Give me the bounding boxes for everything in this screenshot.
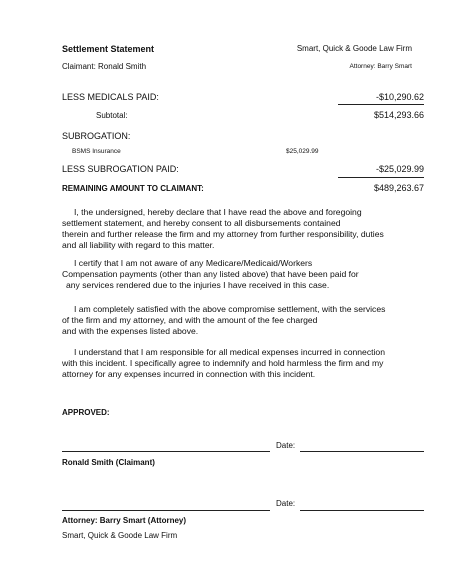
subtotal-value: $514,293.66	[373, 110, 424, 120]
document-title: Settlement Statement	[62, 44, 155, 54]
paragraph-line: and all liability with regard to this matter.	[62, 240, 215, 250]
paragraph-line: I am completely satisfied with the above compromise settlement, with the services	[74, 304, 386, 314]
paragraph-line: attorney for any expenses incurred in connection with this incident.	[62, 369, 316, 379]
less-subrogation-label: LESS SUBROGATION PAID:	[62, 164, 179, 174]
paragraph-line: I understand that I am responsible for all medical expenses incurred in connection	[74, 347, 385, 357]
bsms-label: BSMS Insurance	[72, 148, 121, 155]
attorney-date-line[interactable]	[300, 510, 424, 511]
attorney-signature-line[interactable]	[62, 510, 270, 511]
subrogation-underline	[338, 177, 424, 178]
responsibility-paragraph	[62, 347, 422, 380]
paragraph-line: therein and further release the firm and my attorney from further responsibility, duties	[62, 229, 384, 239]
paragraph-line: and with the expenses listed above.	[62, 326, 199, 336]
paragraph-line: any services rendered due to the injuries I have received in this case.	[66, 280, 330, 290]
firm-signature-name: Smart, Quick & Goode Law Firm	[62, 531, 178, 540]
remaining-value: $489,263.67	[373, 183, 424, 193]
medicare-certification-paragraph	[62, 258, 422, 291]
subrogation-label: SUBROGATION:	[62, 131, 131, 141]
paragraph-line: I, the undersigned, hereby declare that I have read the above and foregoing	[74, 207, 362, 217]
firm-name: Smart, Quick & Goode Law Firm	[296, 44, 412, 53]
medicals-underline	[338, 104, 424, 105]
subtotal-label: Subtotal:	[96, 111, 128, 120]
attorney-line: Attorney: Barry Smart	[349, 63, 412, 70]
claimant-date-line[interactable]	[300, 451, 424, 452]
less-subrogation-value: -$25,029.99	[375, 164, 424, 174]
paragraph-line: I certify that I am not aware of any Medicare/Medicaid/Workers	[74, 258, 313, 268]
claimant-line: Claimant: Ronald Smith	[62, 62, 147, 71]
less-medicals-value: -$10,290.62	[375, 92, 424, 102]
declaration-paragraph	[62, 207, 422, 251]
claimant-signature-line[interactable]	[62, 451, 270, 452]
date-label-claimant: Date:	[276, 441, 296, 450]
claimant-signature-name: Ronald Smith (Claimant)	[62, 458, 155, 467]
remaining-label: REMAINING AMOUNT TO CLAIMANT:	[62, 184, 204, 193]
approved-heading: APPROVED:	[62, 408, 110, 417]
paragraph-line: Compensation payments (other than any listed above) that have been paid for	[62, 269, 359, 279]
attorney-signature-name: Attorney: Barry Smart (Attorney)	[62, 516, 187, 525]
less-medicals-label: LESS MEDICALS PAID:	[62, 92, 159, 102]
paragraph-line: settlement statement, and hereby consent to all disbursements contained	[62, 218, 341, 228]
date-label-attorney: Date:	[276, 499, 296, 508]
satisfaction-paragraph	[62, 304, 422, 337]
bsms-value: $25,029.99	[286, 148, 319, 155]
paragraph-line: of the firm and my attorney, and with the amount of the fee charged	[62, 315, 318, 325]
paragraph-line: with this incident. I specifically agree to indemnify and hold harmless the firm and my	[62, 358, 384, 368]
